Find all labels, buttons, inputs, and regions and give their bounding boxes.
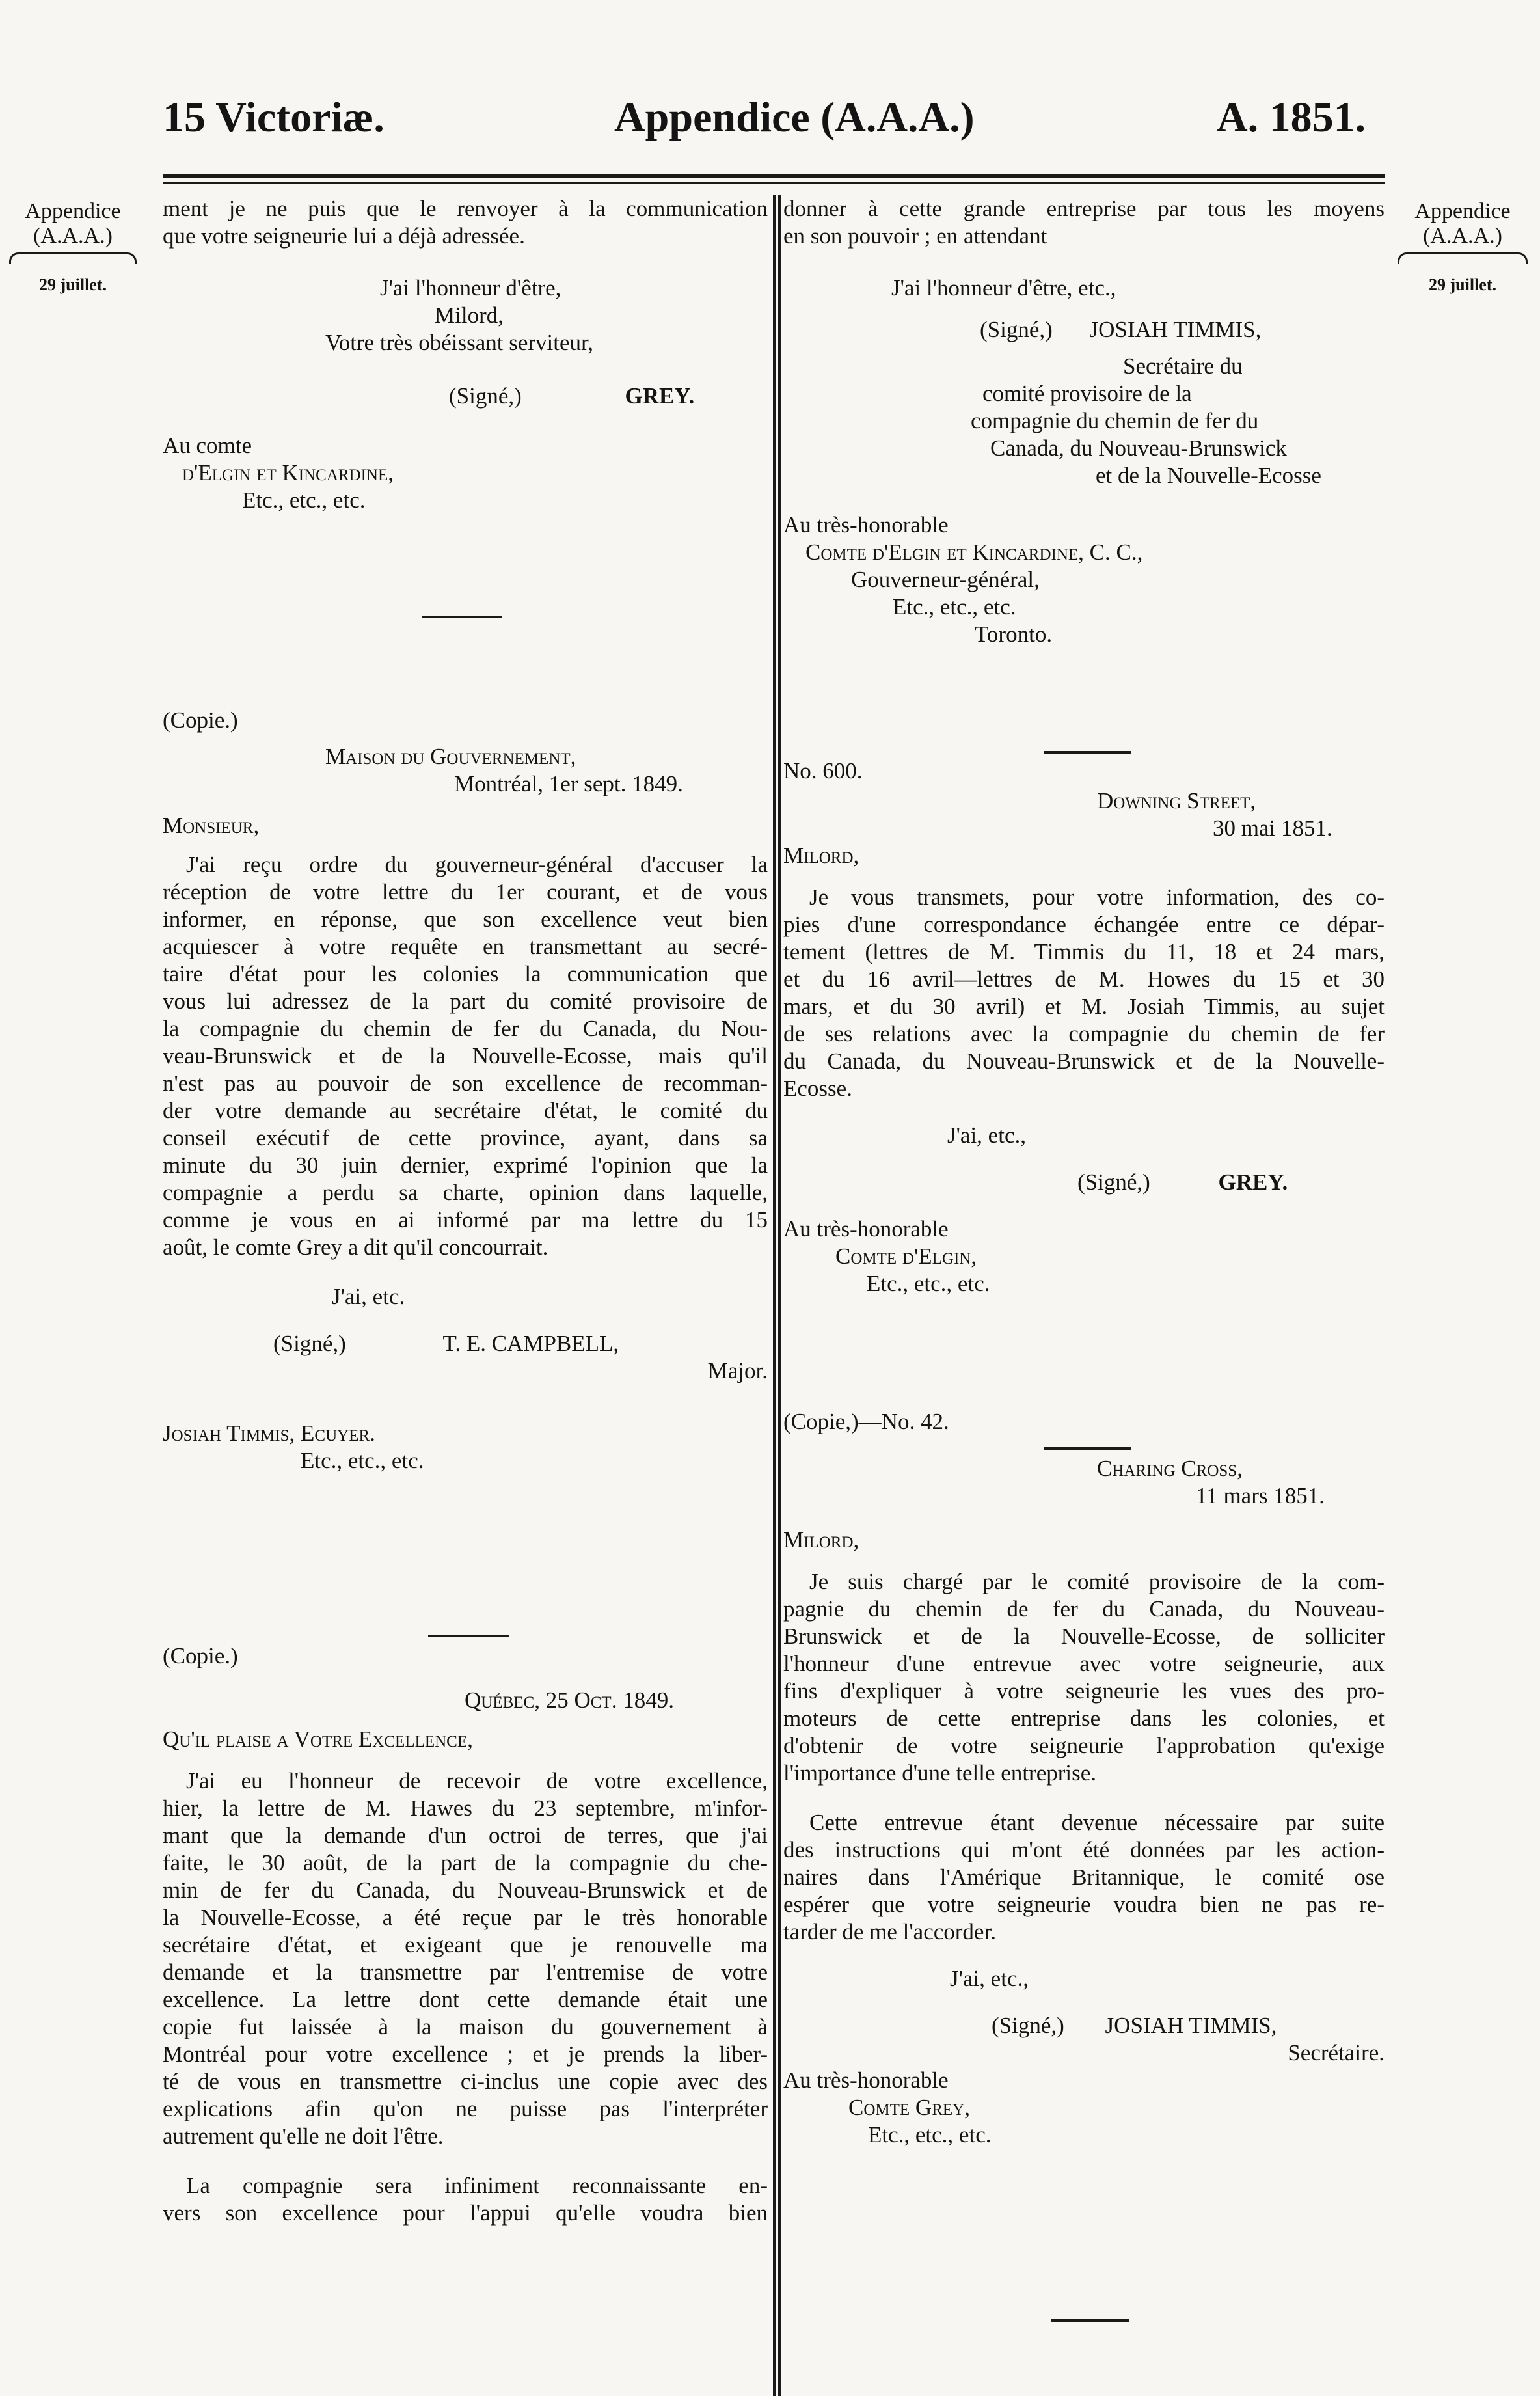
signature-line bbox=[163, 383, 768, 410]
text-line: donner à cette grande entreprise par tous les moyens bbox=[783, 196, 1385, 221]
salutation: Milord, bbox=[783, 843, 859, 868]
letter-location: Maison du Gouvernement, bbox=[325, 744, 576, 769]
header-session: 15 Victoriæ. bbox=[163, 94, 385, 141]
letter-date: Montréal, 1er sept. 1849. bbox=[454, 771, 683, 796]
margin-note-left bbox=[9, 199, 137, 297]
text-line: tement (lettres de M. Timmis du 11, 18 et 24 mars, bbox=[783, 939, 1385, 964]
header-rule-bottom bbox=[163, 182, 1385, 184]
closing-line: J'ai l'honneur d'être, bbox=[380, 275, 561, 301]
text-line: que votre seigneurie lui a déjà adressée. bbox=[163, 223, 525, 249]
text-line: la Nouvelle-Ecosse, a été reçue par le très honorable bbox=[163, 1905, 768, 1930]
address-line: Etc., etc., etc. bbox=[893, 594, 1016, 619]
text-line: copie fut laissée à la maison du gouvernement à bbox=[163, 2014, 768, 2039]
closing-line: J'ai, etc., bbox=[947, 1123, 1026, 1148]
signature-line bbox=[163, 1330, 768, 1357]
letter-body bbox=[163, 1767, 768, 2150]
margin-note-right-brace bbox=[1398, 252, 1528, 264]
signer-rank: Major. bbox=[707, 1358, 768, 1383]
text-line: acquiescer à votre requête en transmettant au secré- bbox=[163, 934, 768, 959]
separator-rule bbox=[422, 616, 502, 618]
header-year: A. 1851. bbox=[1217, 94, 1366, 141]
text-line: pies d'une correspondance échangée entre ce dépar- bbox=[783, 912, 1385, 937]
column-divider-right bbox=[778, 195, 781, 2396]
text-line: comme je vous en ai informé par ma lettre du 15 bbox=[163, 1207, 768, 1232]
address-line: Etc., etc., etc. bbox=[868, 2122, 992, 2147]
margin-note-right-date: 29 juillet. bbox=[1429, 275, 1496, 294]
address-line: Josiah Timmis, Ecuyer. bbox=[163, 1421, 375, 1446]
signer-title-line: et de la Nouvelle-Ecosse bbox=[1096, 463, 1321, 488]
signed-label: (Signé,) bbox=[980, 317, 1053, 342]
text-line: Cette entrevue étant devenue nécessaire par suite bbox=[809, 1810, 1385, 1835]
separator-rule bbox=[1044, 1447, 1131, 1450]
margin-note-left-brace bbox=[9, 252, 137, 264]
separator-rule bbox=[1051, 2319, 1129, 2322]
margin-note-left-date: 29 juillet. bbox=[39, 275, 107, 294]
salutation: Milord, bbox=[783, 1527, 859, 1553]
signer-name: T. E. CAMPBELL, bbox=[442, 1331, 619, 1356]
signer-title-line: comité provisoire de la bbox=[982, 381, 1192, 406]
text-line: min de fer du Canada, du Nouveau-Brunswick et de bbox=[163, 1877, 768, 1903]
text-line: Montréal pour votre excellence ; et je prends la liber- bbox=[163, 2041, 768, 2067]
address-line: Etc., etc., etc. bbox=[867, 1271, 990, 1296]
closing-line: J'ai l'honneur d'être, etc., bbox=[891, 275, 1116, 301]
text-line: espérer que votre seigneurie voudra bien ne pas re- bbox=[783, 1892, 1385, 1917]
signed-label: (Signé,) bbox=[1077, 1169, 1150, 1195]
text-line: pagnie du chemin de fer du Canada, du Nouveau- bbox=[783, 1596, 1385, 1622]
address-line: Etc., etc., etc. bbox=[242, 487, 366, 513]
letter-number: No. 600. bbox=[783, 758, 863, 783]
letter-location: Downing Street, bbox=[1097, 788, 1256, 813]
address-line: Au très-honorable bbox=[783, 1216, 949, 1242]
text-line: l'honneur d'une entrevue avec votre seigneurie, aux bbox=[783, 1651, 1385, 1676]
text-line: des instructions qui m'ont été données par les action- bbox=[783, 1837, 1385, 1862]
signer-name: GREY. bbox=[625, 383, 695, 409]
address-line: d'Elgin et Kincardine, bbox=[182, 460, 394, 485]
text-line: hier, la lettre de M. Hawes du 23 septembre, m'infor- bbox=[163, 1795, 768, 1821]
text-line: Ecosse. bbox=[783, 1076, 852, 1101]
signature-line bbox=[783, 1169, 1385, 1196]
text-line: l'importance d'une telle entreprise. bbox=[783, 1760, 1097, 1786]
text-line: fins d'expliquer à votre seigneurie les vues des pro- bbox=[783, 1678, 1385, 1704]
signature-line bbox=[783, 2012, 1385, 2039]
text-line: informer, en réponse, que son excellence veut bien bbox=[163, 906, 768, 932]
signer-title: Secrétaire. bbox=[1288, 2040, 1385, 2065]
text-line: compagnie a perdu sa charte, opinion dans laquelle, bbox=[163, 1180, 768, 1205]
text-line: der votre demande au secrétaire d'état, le comité du bbox=[163, 1098, 768, 1123]
signed-label: (Signé,) bbox=[273, 1331, 346, 1356]
text-line: excellence. La lettre dont cette demande était une bbox=[163, 1987, 768, 2012]
right-column bbox=[783, 195, 1385, 2149]
address-line: Comte Grey, bbox=[848, 2095, 970, 2120]
salutation: Monsieur, bbox=[163, 813, 260, 838]
text-line: conseil exécutif de cette province, ayant, dans sa bbox=[163, 1125, 768, 1150]
margin-note-right bbox=[1398, 199, 1528, 297]
closing-line: Votre très obéissant serviteur, bbox=[325, 330, 594, 355]
margin-note-right-line1: Appendice bbox=[1414, 199, 1511, 223]
text-line: autrement qu'elle ne doit l'être. bbox=[163, 2123, 444, 2149]
letter-location: Charing Cross, bbox=[1097, 1456, 1243, 1481]
letter-date: 30 mai 1851. bbox=[1213, 815, 1332, 841]
letter-body bbox=[783, 1809, 1385, 1946]
signer-title-line: compagnie du chemin de fer du bbox=[971, 408, 1259, 433]
signer-name: JOSIAH TIMMIS, bbox=[1089, 317, 1262, 342]
copy-label: (Copie.) bbox=[163, 1643, 238, 1668]
letter-body bbox=[783, 1568, 1385, 1787]
text-line: La compagnie sera infiniment reconnaissante en- bbox=[186, 2173, 768, 2198]
copy-label: (Copie.) bbox=[163, 707, 238, 733]
address-line: Etc., etc., etc. bbox=[301, 1448, 424, 1473]
text-line: vers son excellence pour l'appui qu'elle voudra bien bbox=[163, 2200, 768, 2226]
text-line: n'est pas au pouvoir de son excellence de recomman- bbox=[163, 1070, 768, 1096]
text-line: mars, et du 30 avril) et M. Josiah Timmis, au sujet bbox=[783, 994, 1385, 1019]
copy-label: (Copie,)—No. 42. bbox=[783, 1409, 949, 1434]
signed-label: (Signé,) bbox=[992, 2013, 1064, 2038]
separator-rule bbox=[428, 1635, 509, 1637]
signature-line bbox=[783, 316, 1385, 344]
header-rule-top bbox=[163, 174, 1385, 178]
text-line: réception de votre lettre du 1er courant, et de vous bbox=[163, 879, 768, 905]
letter-body bbox=[163, 851, 768, 1261]
address-line: Au comte bbox=[163, 433, 252, 458]
closing-line: J'ai, etc., bbox=[950, 1966, 1029, 1991]
closing-line: J'ai, etc. bbox=[332, 1284, 405, 1309]
address-line: Au très-honorable bbox=[783, 512, 949, 538]
address-line: Toronto. bbox=[975, 621, 1053, 647]
margin-note-left-line2: (A.A.A.) bbox=[33, 224, 113, 248]
text-line: J'ai reçu ordre du gouverneur-général d'accuser la bbox=[186, 852, 768, 877]
text-line: Brunswick et de la Nouvelle-Ecosse, de solliciter bbox=[783, 1624, 1385, 1649]
letter-date: 11 mars 1851. bbox=[1196, 1483, 1325, 1508]
text-line: et du 16 avril—lettres de M. Howes du 15 et 30 bbox=[783, 966, 1385, 992]
separator-rule bbox=[1044, 751, 1131, 754]
text-line: du Canada, du Nouveau-Brunswick et de la Nouvelle- bbox=[783, 1048, 1385, 1074]
text-line: demande et la transmettre par l'entremise de votre bbox=[163, 1959, 768, 1985]
text-line: naires dans l'Amérique Britannique, le comité ose bbox=[783, 1864, 1385, 1890]
address-line: Au très-honorable bbox=[783, 2067, 949, 2093]
left-column bbox=[163, 195, 768, 2227]
letter-body bbox=[783, 884, 1385, 1102]
salutation: Qu'il plaise a Votre Excellence, bbox=[163, 1726, 473, 1752]
text-line: faite, le 30 août, de la part de la compagnie du che- bbox=[163, 1850, 768, 1875]
closing-line: Milord, bbox=[435, 303, 504, 328]
text-line: Je suis chargé par le comité provisoire de la com- bbox=[809, 1569, 1385, 1594]
signed-label: (Signé,) bbox=[449, 383, 522, 409]
signer-title-line: Secrétaire du bbox=[1123, 353, 1243, 379]
text-line: la compagnie du chemin de fer du Canada, du Nou- bbox=[163, 1016, 768, 1041]
text-line: minute du 30 juin dernier, exprimé l'opinion que la bbox=[163, 1152, 768, 1178]
text-line: taire d'état pour les colonies la communication que bbox=[163, 961, 768, 987]
text-line: veau-Brunswick et de la Nouvelle-Ecosse, mais qu'il bbox=[163, 1043, 768, 1069]
letter-location: Québec, 25 Oct. 1849. bbox=[465, 1687, 674, 1713]
signer-title-line: Canada, du Nouveau-Brunswick bbox=[990, 435, 1287, 461]
text-line: tarder de me l'accorder. bbox=[783, 1919, 996, 1944]
text-line: mant que la demande d'un octroi de terres, que j'ai bbox=[163, 1823, 768, 1848]
text-line: août, le comte Grey a dit qu'il concourrait. bbox=[163, 1234, 548, 1260]
text-line: en son pouvoir ; en attendant bbox=[783, 223, 1047, 249]
address-line: Comte d'Elgin, bbox=[835, 1244, 977, 1269]
text-line: ment je ne puis que le renvoyer à la communication bbox=[163, 196, 768, 221]
text-line: de ses relations avec la compagnie du chemin de fer bbox=[783, 1021, 1385, 1046]
address-line: Comte d'Elgin et Kincardine, C. C., bbox=[805, 539, 1143, 565]
letter-body bbox=[163, 2172, 768, 2227]
margin-note-right-line2: (A.A.A.) bbox=[1423, 224, 1502, 248]
text-line: Je vous transmets, pour votre information, des co- bbox=[809, 884, 1385, 910]
margin-note-left-line1: Appendice bbox=[25, 199, 121, 223]
text-line: d'obtenir de votre seigneurie l'approbation qu'exige bbox=[783, 1733, 1385, 1758]
column-divider-left bbox=[773, 195, 776, 2396]
text-line: explications afin qu'on ne puisse pas l'interpréter bbox=[163, 2096, 768, 2121]
text-line: secrétaire d'état, et exigeant que je renouvelle ma bbox=[163, 1932, 768, 1957]
address-line: Gouverneur-général, bbox=[851, 567, 1040, 592]
text-line: moteurs de cette entreprise dans les colonies, et bbox=[783, 1706, 1385, 1731]
text-line: vous lui adressez de la part du comité provisoire de bbox=[163, 988, 768, 1014]
text-line: J'ai eu l'honneur de recevoir de votre excellence, bbox=[186, 1768, 768, 1793]
text-line: té de vous en transmettre ci-inclus une copie avec des bbox=[163, 2069, 768, 2094]
signer-name: JOSIAH TIMMIS, bbox=[1105, 2013, 1277, 2038]
header-title: Appendice (A.A.A.) bbox=[614, 94, 975, 141]
signer-name: GREY. bbox=[1218, 1169, 1288, 1195]
